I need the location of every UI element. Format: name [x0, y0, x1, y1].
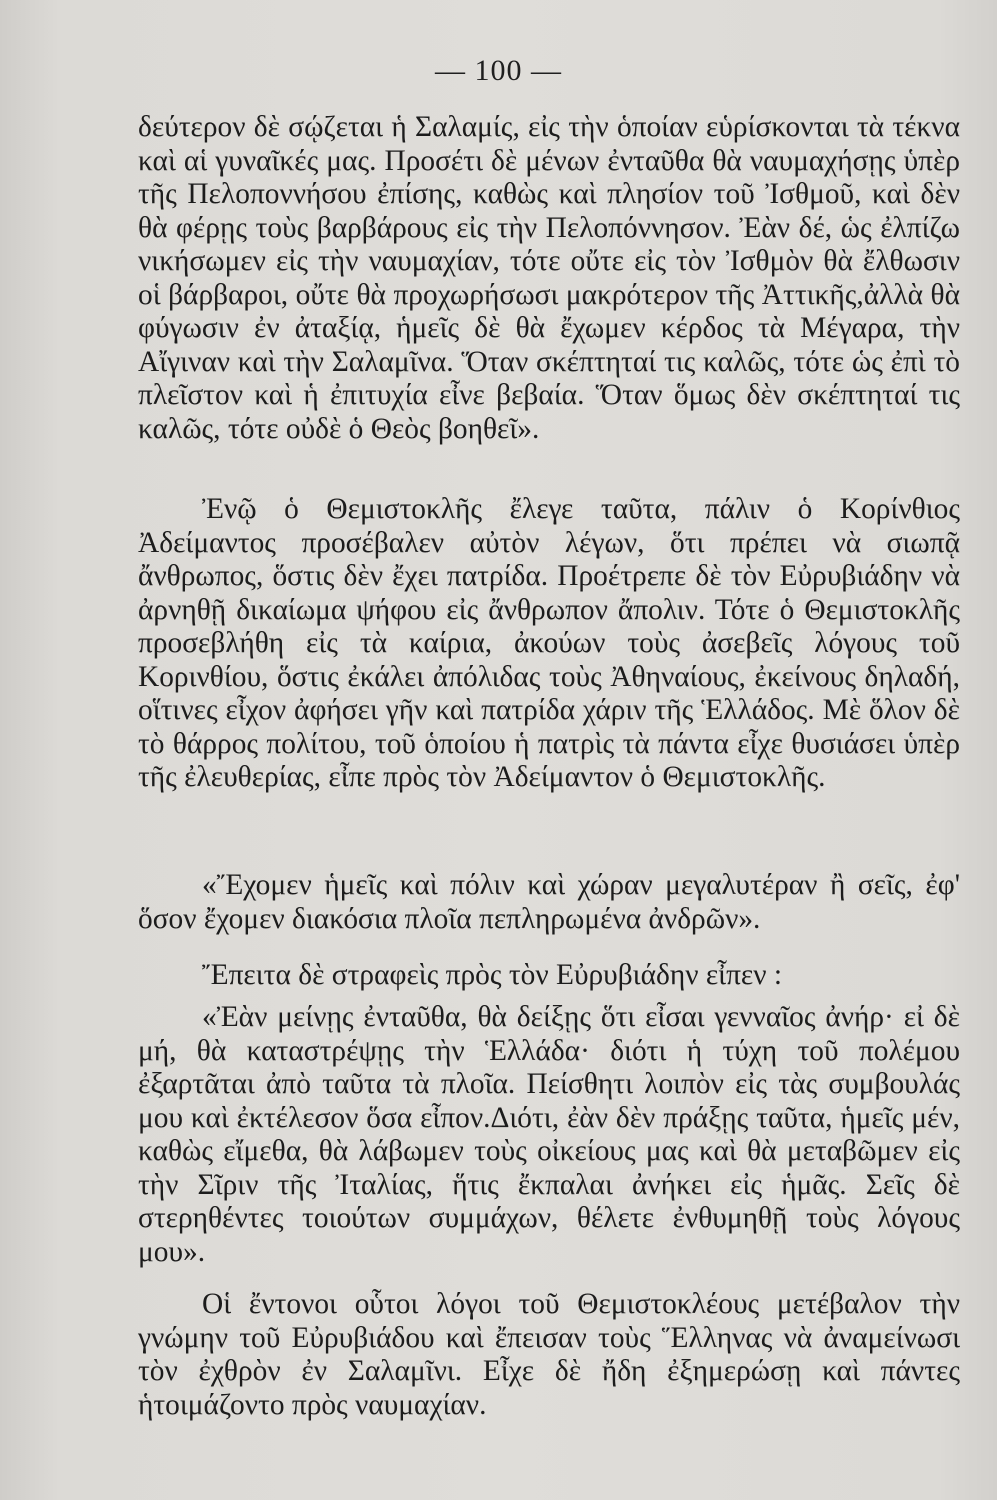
page-number: — 100 — — [435, 54, 562, 87]
paragraph-1: δεύτερον δὲ σῴζεται ἡ Σαλαμίς, εἰς τὴν ὁποίαν εὑρίσκονται τὰ τέκνα καὶ αἱ γυναῖκές μας. Προσέτι δὲ μένων ἐνταῦθα θὰ ναυμαχήσῃς ὑπὲρ τῆς Πελοποννήσου ἐπίσης, καθὼς καὶ πλησίον τοῦ Ἰσθμοῦ, καὶ δὲν θὰ φέρῃς τοὺς βαρβάρους εἰς τὴν Πελοπόννησον. Ἐὰν δέ, ὡς ἐλπίζω νικήσωμεν εἰς τὴν ναυμαχίαν, τότε οὔτε εἰς τὸν Ἰσθμὸν θὰ ἔλθωσιν οἱ βάρβαροι, οὔτε θὰ προχωρήσωσι μακρότερον τῆς Ἀττικῆς,ἀλλὰ θὰ φύγωσιν ἐν ἀταξίᾳ, ἡμεῖς δὲ θὰ ἔχωμεν κέρδος τὰ Μέγαρα, τὴν Αἴγιναν καὶ τὴν Σαλαμῖνα. Ὅταν σκέπτηταί τις καλῶς, τότε ὡς ἐπὶ τὸ πλεῖστον καὶ ἡ ἐπιτυχία εἶνε βεβαία. Ὅταν ὅμως δὲν σκέπτηταί τις καλῶς, τότε οὐδὲ ὁ Θεὸς βοηθεῖ». — [138, 111, 960, 445]
paragraph-5-quote: «Ἐὰν μείνῃς ἐνταῦθα, θὰ δείξῃς ὅτι εἶσαι γενναῖος ἀνήρ· εἰ δὲ μή, θὰ καταστρέψῃς τὴν Ἑλλάδα· διότι ἡ τύχη τοῦ πολέμου ἐξαρτᾶται ἀπὸ ταῦτα τὰ πλοῖα. Πείσθητι λοιπὸν εἰς τὰς συμβουλάς μου καὶ ἐκτέλεσον ὅσα εἶπον.Διότι, ἐὰν δὲν πράξῃς ταῦτα, ἡμεῖς μέν, καθὼς εἴμεθα, θὰ λάβωμεν τοὺς οἰκείους μας καὶ θὰ μεταβῶμεν εἰς τὴν Σῖριν τῆς Ἰταλίας, ἥτις ἔκπαλαι ἀνήκει εἰς ἡμᾶς. Σεῖς δὲ στερηθέντες τοιούτων συμμάχων, θέλετε ἐνθυμηθῇ τοὺς λόγους μου». — [138, 1001, 960, 1268]
paragraph-2: Ἐνῷ ὁ Θεμιστοκλῆς ἔλεγε ταῦτα, πάλιν ὁ Κορίνθιος Ἀδείμαντος προσέβαλεν αὐτὸν λέγων, ὅτι πρέπει νὰ σιωπᾷ ἄνθρωπος, ὅστις δὲν ἔχει πατρίδα. Προέτρεπε δὲ τὸν Εὐρυβιάδην νὰ ἀρνηθῇ δικαίωμα ψήφου εἰς ἄνθρωπον ἄπολιν. Τότε ὁ Θεμιστοκλῆς προσεβλήθη εἰς τὰ καίρια, ἀκούων τοὺς ἀσεβεῖς λόγους τοῦ Κορινθίου, ὅστις ἐκάλει ἀπόλιδας τοὺς Ἀθηναίους, ἐκείνους δηλαδή, οἵτινες εἶχον ἀφήσει γῆν καὶ πατρίδα χάριν τῆς Ἑλλάδος. Μὲ ὅλον δὲ τὸ θάρρος πολίτου, τοῦ ὁποίου ἡ πατρὶς τὰ πάντα εἶχε θυσιάσει ὑπὲρ τῆς ἐλευθερίας, εἶπε πρὸς τὸν Ἀδείμαντον ὁ Θεμιστοκλῆς. — [138, 493, 960, 793]
paragraph-3-quote: «Ἔχομεν ἡμεῖς καὶ πόλιν καὶ χώραν μεγαλυτέραν ἢ σεῖς, ἐφ' ὅσον ἔχομεν διακόσια πλοῖα πεπληρωμένα ἀνδρῶν». — [138, 869, 960, 935]
paragraph-4: Ἔπειτα δὲ στραφεὶς πρὸς τὸν Εὐρυβιάδην εἶπεν : — [202, 959, 783, 991]
paragraph-6: Οἱ ἔντονοι οὗτοι λόγοι τοῦ Θεμιστοκλέους μετέβαλον τὴν γνώμην τοῦ Εὐρυβιάδου καὶ ἔπεισαν τοὺς Ἕλληνας νὰ ἀναμείνωσι τὸν ἐχθρὸν ἐν Σαλαμῖνι. Εἶχε δὲ ἤδη ἐξημερώσῃ καὶ πάντες ἡτοιμάζοντο πρὸς ναυμαχίαν. — [138, 1288, 960, 1421]
